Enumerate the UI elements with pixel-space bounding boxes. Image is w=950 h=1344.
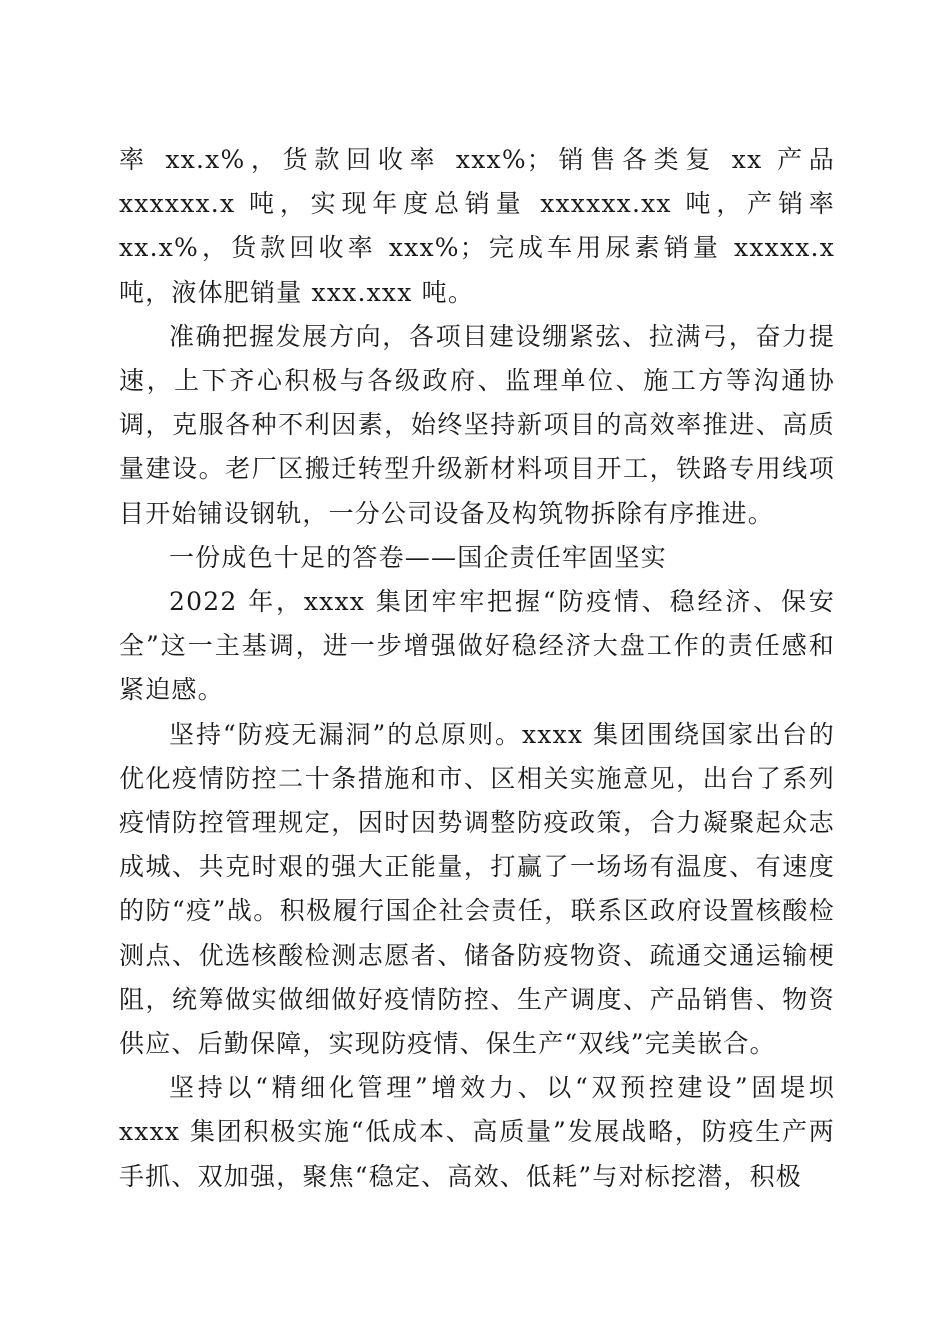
paragraph-sales-figures: 率 xx.x%，货款回收率 xxx%；销售各类复 xx 产品 xxxxxx.x 吨，实现年度总销量 xxxxxx.xx 吨，产销率 xx.x%，货款回收率 xxx%；完成车用尿素销量 xxxxx.x 吨，液体肥销量 xxx.xxx 吨。 — [119, 145, 835, 307]
paragraph-project-construction: 准确把握发展方向，各项目建设绷紧弦、拉满弓，奋力提速，上下齐心积极与各级政府、监理单位、施工方等沟通协调，克服各种不利因素，始终坚持新项目的高效率推进、高质量建设。老厂区搬迁转型升级新材料项目开工，铁路专用线项目开始铺设钢轨，一分公司设备及构筑物拆除有序推进。 — [119, 321, 835, 528]
paragraph-refined-management: 坚持以“精细化管理”增效力、以“双预控建设”固堤坝 xxxx 集团积极实施“低成本、高质量”发展战略，防疫生产两手抓、双加强，聚焦“稳定、高效、低耗”与对标挖潜，积极 — [119, 1073, 835, 1191]
paragraph-2022-overview: 2022 年，xxxx 集团牢牢把握“防疫情、稳经济、保安全”这一主基调，进一步增强做好稳经济大盘工作的责任感和紧迫感。 — [119, 587, 835, 705]
document-body — [119, 138, 835, 1199]
section-heading: 一份成色十足的答卷——国企责任牢固坚实 — [169, 542, 667, 572]
paragraph-epidemic-prevention: 坚持“防疫无漏洞”的总原则。xxxx 集团围绕国家出台的优化疫情防控二十条措施和市、区相关实施意见，出台了系列疫情防控管理规定，因时因势调整防疫政策，合力凝聚起众志成城、共克时艰的强大正能量，打赢了一场场有温度、有速度的防“疫”战。积极履行国企社会责任，联系区政府设置核酸检测点、优选核酸检测志愿者、储备防疫物资、疏通交通运输梗阻，统筹做实做细做好疫情防控、生产调度、产品销售、物资供应、后勤保障，实现防疫情、保生产“双线”完美嵌合。 — [119, 719, 835, 1059]
